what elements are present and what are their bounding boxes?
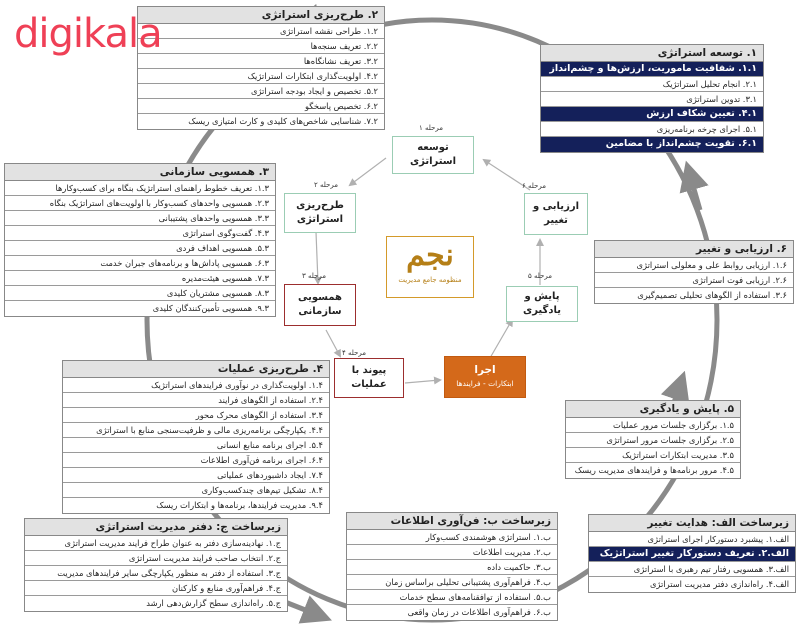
panel-title: ۳. همسویی سازمانی: [5, 164, 275, 181]
list-item: ۳.۵. مدیریت ابتکارات استراتژیک: [566, 448, 740, 463]
panel-title: زیرساخت ج: دفتر مدیریت استراتژی: [25, 519, 287, 536]
brand-logo: digikala: [14, 11, 162, 57]
list-item: ۲.۴. استفاده از الگوهای فرایند: [63, 393, 329, 408]
list-item: ۴.۲. اولویت‌گذاری ابتکارات استراتژیک: [138, 69, 384, 84]
list-item: ۴.۴. یکپارچگی برنامه‌ریزی مالی و ظرفیت‌سنجی منابع با استراتژی: [63, 423, 329, 438]
list-item: ۳.۳. همسویی واحدهای پشتیبانی: [5, 211, 275, 226]
panel-title: زیرساخت الف: هدایت تغییر: [589, 515, 795, 532]
list-item: ۲.۳. همسویی واحدهای کسب‌وکار با اولویت‌های استراتژیک بنگاه: [5, 196, 275, 211]
list-item: ب.۲. مدیریت اطلاعات: [347, 545, 557, 560]
logo-caption: منظومه جامع مدیریت: [398, 276, 462, 284]
najm-logo: [386, 236, 474, 298]
list-item: الف.۴. راه‌اندازی دفتر مدیریت استراتژی: [649, 579, 789, 589]
list-item: الف.۳. همسویی رفتار تیم رهبری با استراتژی: [589, 562, 795, 577]
list-item: ب.۴. فراهم‌آوری پشتیبانی تحلیلی براساس زمان: [347, 575, 557, 590]
panel-title: ۵. پایش و یادگیری: [566, 401, 740, 418]
list-item: ۱.۵. برگزاری جلسات مرور عملیات: [566, 418, 740, 433]
list-item: ۲.۲. تعریف سنجه‌ها: [138, 39, 384, 54]
list-item: ۱.۱. شفافیت ماموریت، ارزش‌ها و چشم‌انداز: [541, 62, 763, 77]
list-item: ۱.۲. طراحی نقشه استراتژی: [138, 24, 384, 39]
list-item: ب.۶. فراهم‌آوری اطلاعات در زمان واقعی: [407, 607, 551, 617]
panel-title: ۲. طرح‌ریزی استراتژی: [138, 7, 384, 24]
list-item: ۵.۱. اجرای چرخه برنامه‌ریزی: [541, 122, 763, 137]
list-item: ۳.۴. استفاده از الگوهای محرک محور: [63, 408, 329, 423]
list-item: ج.۵. راه‌اندازی سطح گزارش‌دهی ارشد: [146, 598, 281, 608]
list-item: ج.۲. انتخاب صاحب فرایند مدیریت استراتژی: [25, 551, 287, 566]
list-item: ۳.۶. استفاده از الگوهای تحلیلی تصمیم‌گیری: [637, 290, 787, 300]
panel-title: ۱. توسعه استراتژی: [541, 45, 763, 62]
flow-exec-5: [490, 320, 512, 358]
stage-label-1: مرحله ۱: [419, 124, 443, 132]
panel-title: زیرساخت ب: فن‌آوری اطلاعات: [347, 513, 557, 530]
panel-infra-it: [346, 512, 558, 621]
stage-node-link-operations: پیوند با عملیات: [334, 358, 404, 398]
list-item: ۵.۴. اجرای برنامه منابع انسانی: [63, 438, 329, 453]
list-item: ۲.۱. انجام تحلیل استراتژیک: [541, 77, 763, 92]
list-item: ۵.۲. تخصیص و ایجاد بودجه استراتژی: [138, 84, 384, 99]
stage-label-6: مرحله ۶: [522, 182, 546, 190]
stage-label-2: مرحله ۲: [314, 181, 338, 189]
list-item: ۴.۵. مرور برنامه‌ها و فرایندهای مدیریت ریسک: [574, 465, 734, 475]
list-item: ۱.۳. تعریف خطوط راهنمای استراتژیک بنگاه برای کسب‌وکارها: [5, 181, 275, 196]
panel-infra-strategy-office: [24, 518, 288, 612]
list-item: ۴.۳. گفت‌وگوی استراتژی: [5, 226, 275, 241]
flow-1-2: [350, 158, 386, 185]
list-item: ج.۴. فراهم‌آوری منابع و کارکنان: [25, 581, 287, 596]
panel-title: ۶. ارزیابی و تغییر: [595, 241, 793, 258]
flow-4-exec: [405, 380, 440, 383]
panel-strategy-development: [540, 44, 764, 153]
list-item: ۲.۶. ارزیابی فوت استراتژی: [595, 273, 793, 288]
stage-node-execution: [444, 356, 526, 398]
list-item: ۸.۴. تشکیل تیم‌های چندکسب‌وکاری: [63, 483, 329, 498]
list-item: ۶.۴. اجرای برنامه فن‌آوری اطلاعات: [63, 453, 329, 468]
list-item: ج.۱. نهادینه‌سازی دفتر به عنوان طراح فرایند مدیریت استراتژی: [25, 536, 287, 551]
panel-title: ۴. طرح‌ریزی عملیات: [63, 361, 329, 378]
list-item: ۸.۳. همسویی مشتریان کلیدی: [5, 286, 275, 301]
list-item: ب.۳. حاکمیت داده: [347, 560, 557, 575]
panel-monitoring-learning: [565, 400, 741, 479]
list-item: ۷.۳. همسویی هیئت‌مدیره: [5, 271, 275, 286]
stage-label-5: مرحله ۵: [528, 272, 552, 280]
list-item: ۷.۲. شناسایی شاخص‌های کلیدی و کارت امتیازی ریسک: [188, 116, 378, 126]
list-item: ۹.۴. مدیریت فرایندها، برنامه‌ها و ابتکارات ریسک: [156, 500, 323, 510]
flow-3-4: [326, 330, 340, 356]
list-item: ۵.۳. همسویی اهداف فردی: [5, 241, 275, 256]
logo-mark: نجم: [406, 238, 454, 273]
execution-title: اجرا: [474, 364, 496, 376]
panel-organizational-alignment: [4, 163, 276, 317]
list-item: ۶.۳. همسویی پاداش‌ها و برنامه‌های جبران خدمت: [5, 256, 275, 271]
list-item: ج.۳. استفاده از دفتر به منظور یکپارچگی سایر فرایندهای مدیریت: [25, 566, 287, 581]
list-item: ۷.۴. ایجاد داشبوردهای عملیاتی: [63, 468, 329, 483]
list-item: ۱.۴. اولویت‌گذاری در نوآوری فرایندهای استراتژیک: [63, 378, 329, 393]
panel-operations-planning: [62, 360, 330, 514]
stage-node-strategy-planning: طرح‌ریزی استراتژی: [284, 193, 356, 233]
list-item: ۴.۱. تعیین شکاف ارزش: [541, 107, 763, 122]
list-item: الف.۲. تعریف دستورکار تغییر استراتژیک: [589, 547, 795, 562]
list-item: ۹.۳. همسویی تأمین‌کنندگان کلیدی: [152, 303, 269, 313]
execution-subtitle: ابتکارات - فرایندها: [456, 379, 514, 388]
list-item: ب.۵. استفاده از توافقنامه‌های سطح خدمات: [347, 590, 557, 605]
panel-strategy-planning: [137, 6, 385, 130]
stage-label-4: مرحله ۴: [342, 349, 366, 357]
list-item: الف.۱. پیشبرد دستورکار اجرای استراتژی: [589, 532, 795, 547]
stage-node-org-alignment: همسویی سازمانی: [284, 284, 356, 326]
stage-label-3: مرحله ۳: [302, 272, 326, 280]
list-item: ب.۱. استراتژی هوشمندی کسب‌وکار: [347, 530, 557, 545]
panel-infra-leading-change: [588, 514, 796, 593]
panel-assessment-change: [594, 240, 794, 304]
list-item: ۳.۲. تعریف نشانگاه‌ها: [138, 54, 384, 69]
list-item: ۶.۱. تقویت چشم‌انداز با مضامین: [541, 137, 763, 152]
stage-node-monitoring-learning: پایش و یادگیری: [506, 286, 578, 322]
stage-node-strategy-development: توسعه استراتژی: [392, 136, 474, 174]
list-item: ۶.۲. تخصیص پاسخگو: [138, 99, 384, 114]
list-item: ۱.۶. ارزیابی روابط علی و معلولی استراتژی: [595, 258, 793, 273]
list-item: ۳.۱. تدوین استراتژی: [541, 92, 763, 107]
list-item: ۲.۵. برگزاری جلسات مرور استراتژی: [566, 433, 740, 448]
stage-node-assessment-change: ارزیابی و تغییر: [524, 193, 588, 235]
